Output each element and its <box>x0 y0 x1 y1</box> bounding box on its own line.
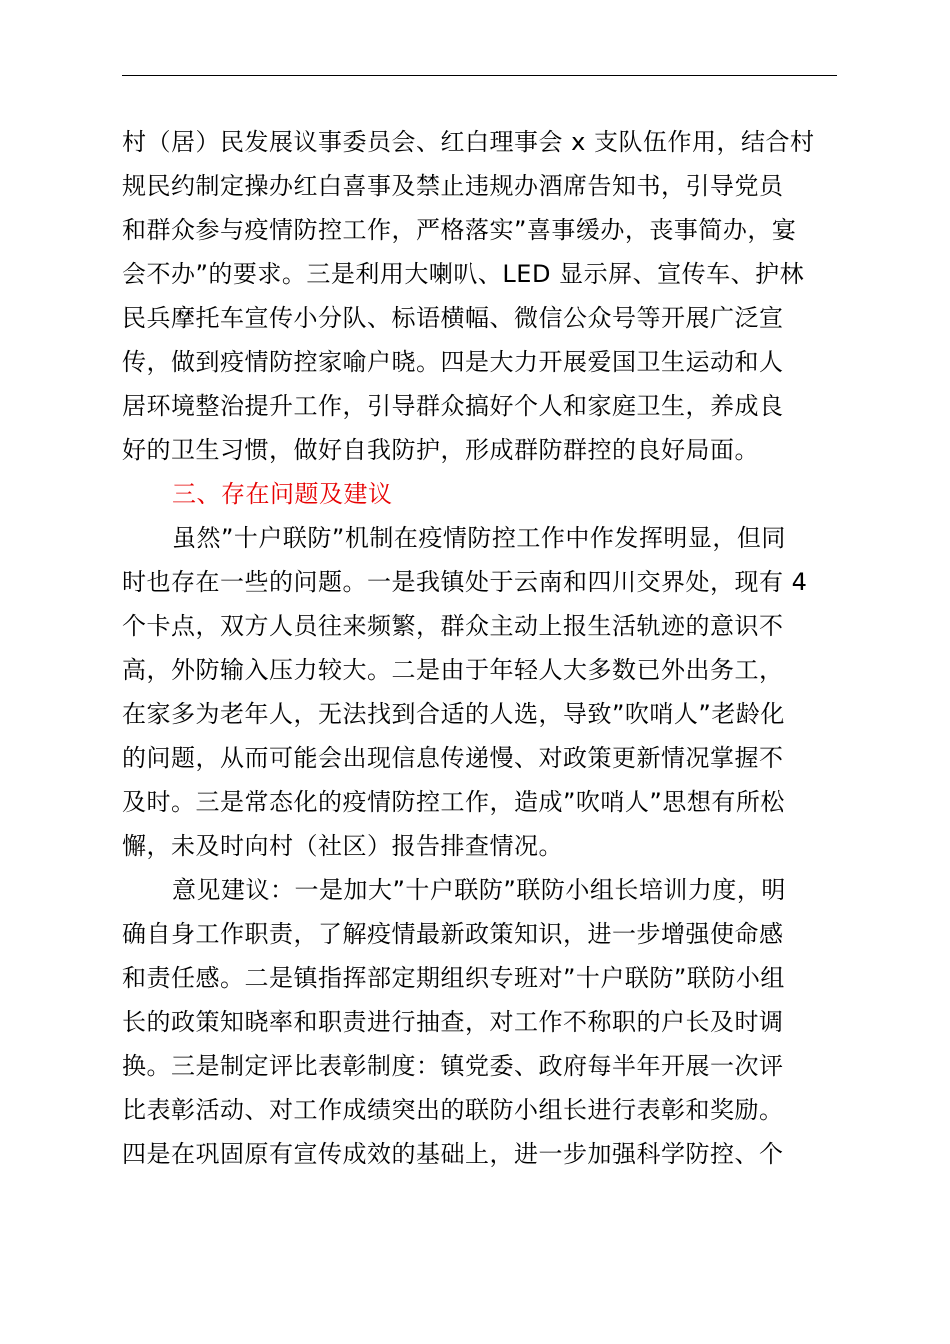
paragraph-line: 长的政策知晓率和职责进行抽查，对工作不称职的户长及时调 <box>122 1008 784 1036</box>
paragraph-line: 居环境整治提升工作，引导群众搞好个人和家庭卫生，养成良 <box>122 392 784 420</box>
paragraph-line: 虽然”十户联防”机制在疫情防控工作中作发挥明显，但同 <box>172 524 786 552</box>
paragraph-line: 懈，未及时向村（社区）报告排查情况。 <box>122 832 563 860</box>
paragraph-line: 意见建议：一是加大”十户联防”联防小组长培训力度，明 <box>172 876 786 904</box>
paragraph-line: 个卡点，双方人员往来频繁，群众主动上报生活轨迹的意识不 <box>122 612 784 640</box>
paragraph-line: 在家多为老年人，无法找到合适的人选，导致”吹哨人”老龄化 <box>122 700 785 728</box>
header-rule <box>122 75 837 76</box>
paragraph-line: 及时。三是常态化的疫情防控工作，造成”吹哨人”思想有所松 <box>122 788 785 816</box>
paragraph-line: 会不办”的要求。三是利用大喇叭、LED 显示屏、宣传车、护林 <box>122 260 805 288</box>
paragraph-line: 的问题，从而可能会出现信息传递慢、对政策更新情况掌握不 <box>122 744 784 772</box>
paragraph-line: 和群众参与疫情防控工作，严格落实”喜事缓办，丧事简办，宴 <box>122 216 797 244</box>
section-heading: 三、存在问题及建议 <box>172 480 393 508</box>
paragraph-line: 换。三是制定评比表彰制度：镇党委、政府每半年开展一次评 <box>122 1052 784 1080</box>
paragraph-line: 四是在巩固原有宣传成效的基础上，进一步加强科学防控、个 <box>122 1140 784 1168</box>
paragraph-line: 传，做到疫情防控家喻户晓。四是大力开展爱国卫生运动和人 <box>122 348 784 376</box>
paragraph-line: 时也存在一些的问题。一是我镇处于云南和四川交界处，现有 4 <box>122 568 808 596</box>
paragraph-line: 好的卫生习惯，做好自我防护，形成群防群控的良好局面。 <box>122 436 759 464</box>
paragraph-line: 和责任感。二是镇指挥部定期组织专班对”十户联防”联防小组 <box>122 964 785 992</box>
paragraph-line: 规民约制定操办红白喜事及禁止违规办酒席告知书，引导党员 <box>122 172 784 200</box>
paragraph-line: 确自身工作职责，了解疫情最新政策知识，进一步增强使命感 <box>122 920 784 948</box>
paragraph-line: 高，外防输入压力较大。二是由于年轻人大多数已外出务工， <box>122 656 784 684</box>
paragraph-line: 比表彰活动、对工作成绩突出的联防小组长进行表彰和奖励。 <box>122 1096 784 1124</box>
paragraph-line: 村（居）民发展议事委员会、红白理事会 x 支队伍作用，结合村 <box>122 128 815 156</box>
paragraph-line: 民兵摩托车宣传小分队、标语横幅、微信公众号等开展广泛宣 <box>122 304 784 332</box>
